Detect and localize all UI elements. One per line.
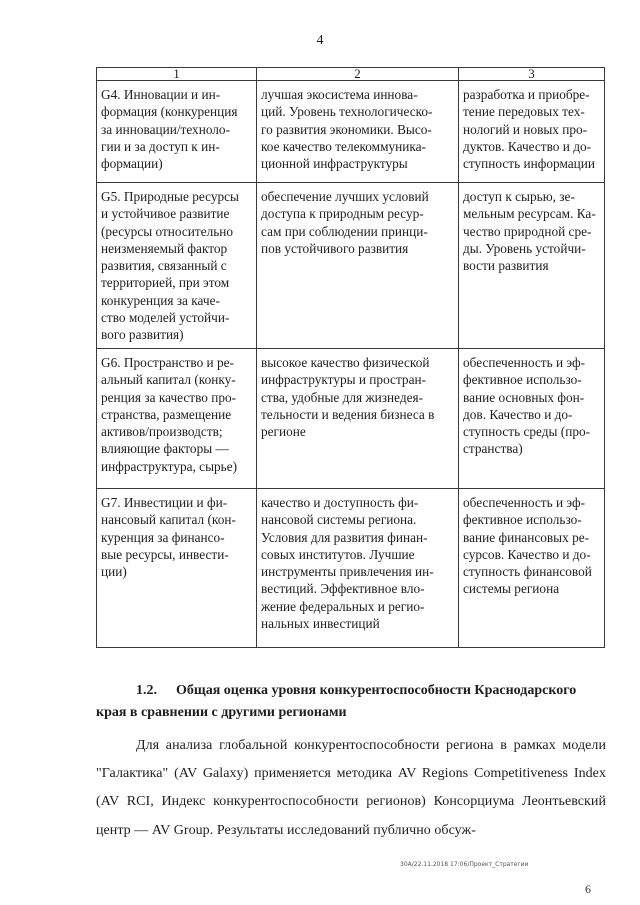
cell-text: лучшая экосистема иннова- ций. Уровень технологическо- го развития экономики. Высо- кое качество телекоммуника- ционной инфраструктуры (261, 87, 433, 172)
footer-stamp: 30A/22.11.2018 17:06/Проект_Стратегии (400, 861, 529, 868)
table-header-cell: 2 (257, 68, 459, 81)
factor-cell (97, 81, 257, 183)
table-row (97, 183, 605, 349)
goal-cell (257, 489, 459, 648)
goal-cell (257, 349, 459, 489)
goal-cell (257, 81, 459, 183)
table-header-cell: 3 (459, 68, 605, 81)
table-row (97, 81, 605, 183)
table-row (97, 489, 605, 648)
cell-text: доступ к сырью, зе- мельным ресурсам. Ка- чество природной сре- ды. Уровень устойчи- вости развития (463, 189, 596, 274)
indicator-cell (459, 349, 605, 489)
table-header-row (97, 68, 605, 81)
factor-cell (97, 183, 257, 349)
cell-text: G7. Инвестиции и фи- нансовый капитал (кон- куренция за финансо- вые ресурсы, инвести- ции) (101, 495, 236, 580)
table-row (97, 349, 605, 489)
competitiveness-factors-table (96, 67, 605, 648)
goal-cell (257, 183, 459, 349)
section-number: 1.2. (136, 683, 157, 698)
cell-text: G5. Природные ресурсы и устойчивое развитие (ресурсы относительно неизменяемый фактор развития, связанный с территорией, при этом конкуренция за каче- ство моделей устойчи- вого развития) (101, 189, 239, 343)
cell-text: G4. Инновации и ин- формация (конкуренция за инновации/техноло- гии и за доступ к ин- формации) (101, 87, 238, 172)
section-title: Общая оценка уровня конкурентоспособности Краснодарского края в сравнении с другими регионами (96, 683, 577, 720)
section-heading (96, 680, 606, 724)
corner-page-number: 6 (585, 882, 591, 896)
cell-text: высокое качество физической инфраструктуры и простран- ства, удобные для жизнедея- тельности и ведения бизнеса в регионе (261, 355, 435, 440)
cell-text: G6. Пространство и ре- альный капитал (конку- ренция за качество про- странства, размещение активов/производств; влияющие факторы — инфраструктура, сырье) (101, 355, 238, 474)
cell-text: разработка и приобре- тение передовых тех- нологий и новых про- дуктов. Качество и до- ступность информации (463, 87, 596, 172)
cell-text: обеспеченность и эф- фективное использо- вание финансовых ре- сурсов. Качество и до- ступность финансовой системы региона (463, 495, 592, 597)
indicator-cell (459, 183, 605, 349)
factor-cell (97, 489, 257, 648)
indicator-cell (459, 81, 605, 183)
factor-cell (97, 349, 257, 489)
indicator-cell (459, 489, 605, 648)
cell-text: обеспеченность и эф- фективное использо- вание основных фон- дов. Качество и до- ступность среды (про- странства) (463, 355, 591, 457)
cell-text: обеспечение лучших условий доступа к природным ресур- сам при соблюдении принци- пов устойчивого развития (261, 189, 429, 256)
table-header-cell: 1 (97, 68, 257, 81)
cell-text: качество и доступность фи- нансовой системы региона. Условия для развития финан- совых институтов. Лучшие инструменты привлечения ин- вестиций. Эффективное вло- жение федеральных и регио- нальных инвестиций (261, 495, 434, 632)
page-number: 4 (316, 33, 324, 48)
body-paragraph: Для анализа глобальной конкурентоспособности региона в рамках модели "Галактика" (AV Galaxy) применяется методика AV Regions Competitiveness Index (AV RCI, Индекс конкурентоспособности регионов) Консорциума Леонтьевский центр — AV Group. Результаты исследований публично обсуж- (96, 738, 606, 838)
